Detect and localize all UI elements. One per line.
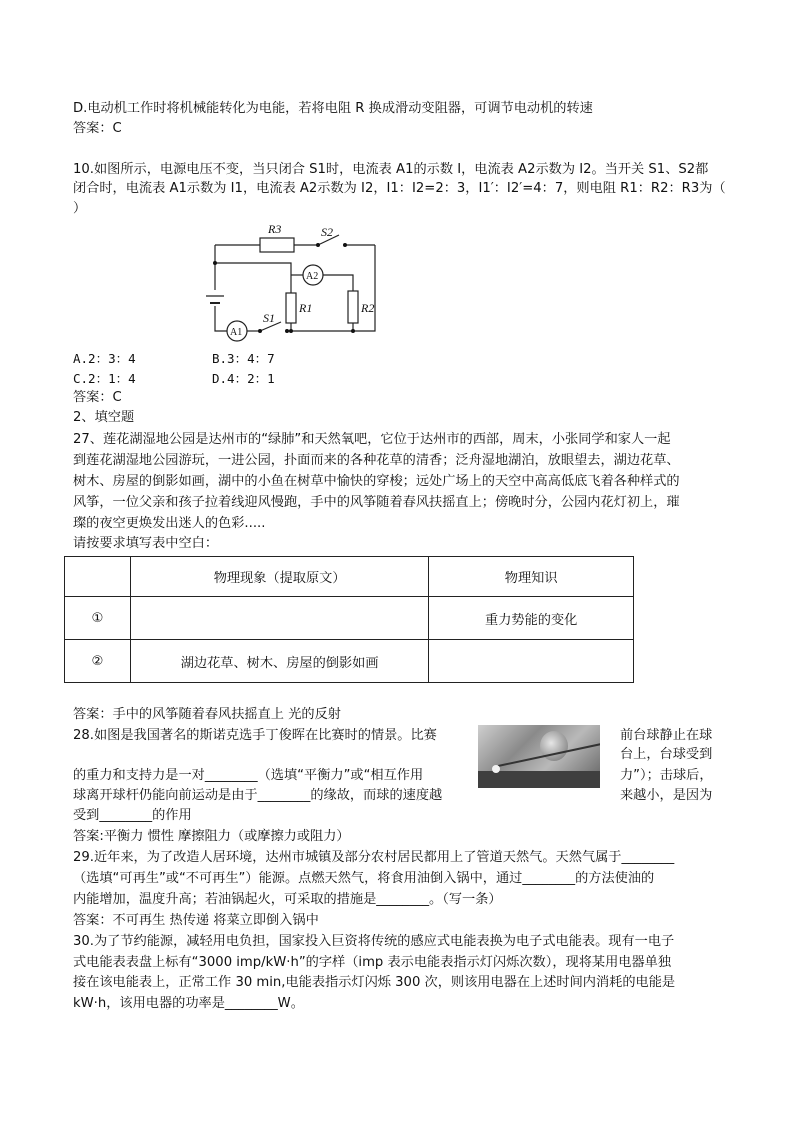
s2-pivot xyxy=(316,243,320,247)
q28-right2: 台上，台球受到 xyxy=(620,747,713,762)
q10-stem-line1: 10.如图所示，电源电压不变，当只闭合 S1时，电流表 A1的示数 I，电流表 A2示数为 I2。当开关 S1、S2都 xyxy=(73,162,709,177)
q28-answer: 答案:平衡力 惯性 摩擦阻力（或摩擦力或阻力） xyxy=(73,829,350,844)
q30-line3: 接在该电能表上，正常工作 30 min,电能表指示灯闪烁 300 次，则该用电器在上述时间内消耗的电能是 xyxy=(73,975,676,990)
s2-contact xyxy=(343,243,347,247)
q27-line3: 树木、房屋的倒影如画，湖中的小鱼在树草中愉快的穿梭；远处广场上的天空中高高低底飞着各种样式的 xyxy=(73,474,680,489)
q30-line2: 式电能表表盘上标有“3000 imp/kW·h”的字样（imp 表示电能表指示灯闪烁次数），现将某用电器单独 xyxy=(73,955,671,970)
q27-line2: 到莲花湖湿地公园游玩，一进公园，扑面而来的各种花草的清香；泛舟湿地湖泊，放眼望去，湖边花草、 xyxy=(73,453,680,468)
left-wire-bottom xyxy=(215,306,227,331)
q27-line1: 27、莲花湖湿地公园是达州市的“绿肺”和天然氧吧，它位于达州市的西部，周末，小张同学和家人一起 xyxy=(73,432,671,447)
r2-resistor xyxy=(348,291,358,323)
a1-label: A1 xyxy=(230,327,243,338)
header-knowledge: 物理知识 xyxy=(429,557,634,597)
q30-line4: kW·h，该用电器的功率是________W。 xyxy=(73,996,304,1011)
row2-number: ② xyxy=(65,640,131,683)
header-blank-cell xyxy=(65,557,131,597)
a2-label: A2 xyxy=(306,271,319,282)
q28-line2: 的重力和支持力是一对________（选填“平衡力”或“相互作用 xyxy=(73,768,424,783)
q29-line2: （选填“可再生”或“不可再生”）能源。点燃天然气，将食用油倒入锅中，通过________的方法使油的 xyxy=(73,871,655,886)
s2-label: S2 xyxy=(321,225,333,239)
junction-dot xyxy=(289,329,293,333)
bottom-right-wire xyxy=(287,245,375,331)
row2-knowledge-blank[interactable] xyxy=(429,640,634,683)
q28-line1: 28.如图是我国著名的斯诺克选手丁俊晖在比赛时的情景。比赛 xyxy=(73,728,437,743)
cue-ball-shape xyxy=(492,765,500,773)
r2-label: R2 xyxy=(361,301,375,315)
snooker-table-shape xyxy=(478,771,600,788)
q10-answer: 答案：C xyxy=(73,390,122,405)
q30-line1: 30.为了节约能源，减轻用电负担，国家投入巨资将传统的感应式电能表换为电子式电能表。现有一电子 xyxy=(73,934,675,949)
q28-right4: 来越小，是因为 xyxy=(620,788,713,803)
q9-option-d: D.电动机工作时将机械能转化为电能，若将电阻 R 换成滑动变阻器，可调节电动机的转速 xyxy=(73,101,593,116)
table-row xyxy=(65,597,634,640)
q27-line4: 风筝，一位父亲和孩子拉着线迎风慢跑，手中的风筝随着春风扶摇直上；傍晚时分，公园内花灯初上，璀 xyxy=(73,495,680,510)
junction-dot xyxy=(351,329,355,333)
section-title: 2、填空题 xyxy=(73,410,135,425)
mid-wire-left xyxy=(215,263,291,275)
snooker-player-photo xyxy=(478,725,600,788)
q28-line3: 球离开球杆仍能向前运动是由于________的缘故，而球的速度越 xyxy=(73,788,443,803)
q29-line1: 29.近年来，为了改造人居环境，达州市城镇及部分农村居民都用上了管道天然气。天然气属于________ xyxy=(73,850,675,865)
row1-knowledge: 重力势能的变化 xyxy=(429,597,634,640)
q10-option-c: C.2：1：4 xyxy=(73,371,136,386)
row1-number: ① xyxy=(65,597,131,640)
q27-answer: 答案：手中的风筝随着春风扶摇直上 光的反射 xyxy=(73,707,341,722)
q10-option-b: B.3：4：7 xyxy=(212,351,275,366)
r1-resistor xyxy=(286,293,296,323)
q10-option-d: D.4：2：1 xyxy=(212,371,275,386)
row2-phenomenon: 湖边花草、树木、房屋的倒影如画 xyxy=(130,640,428,683)
q29-answer: 答案：不可再生 热传递 将菜立即倒入锅中 xyxy=(73,913,319,928)
q10-option-a: A.2：3：4 xyxy=(73,351,136,366)
junction-dot xyxy=(213,261,217,265)
q28-right3: 力”）；击球后， xyxy=(620,768,713,783)
q27-table xyxy=(64,556,634,683)
table-header-row xyxy=(65,557,634,597)
s1-pivot xyxy=(258,329,262,333)
r3-resistor xyxy=(260,238,294,252)
table-row xyxy=(65,640,634,683)
s1-label: S1 xyxy=(263,311,275,325)
row1-phenomenon-blank[interactable] xyxy=(130,597,428,640)
q28-right1: 前台球静止在球 xyxy=(620,728,713,743)
q27-instruction: 请按要求填写表中空白： xyxy=(73,536,219,551)
circuit-diagram xyxy=(205,218,380,346)
header-phenomenon: 物理现象（提取原文） xyxy=(130,557,428,597)
q10-stem-line3: ） xyxy=(73,201,87,216)
q29-line3: 内能增加，温度升高；若油锅起火，可采取的措施是________。（写一条） xyxy=(73,892,502,907)
q28-line4: 受到________的作用 xyxy=(73,808,192,823)
r1-label: R1 xyxy=(299,301,313,315)
q9-answer: 答案：C xyxy=(73,121,122,136)
s1-contact xyxy=(285,329,289,333)
r3-label: R3 xyxy=(268,222,282,236)
q27-line5: 璨的夜空更焕发出迷人的色彩..... xyxy=(73,516,266,531)
a2-lead-right xyxy=(323,275,353,291)
q10-stem-line2: 闭合时，电流表 A1示数为 I1，电流表 A2示数为 I2，I1：I2=2：3，I1′：I2′=4：7，则电阻 R1：R2：R3为（ xyxy=(73,181,726,196)
